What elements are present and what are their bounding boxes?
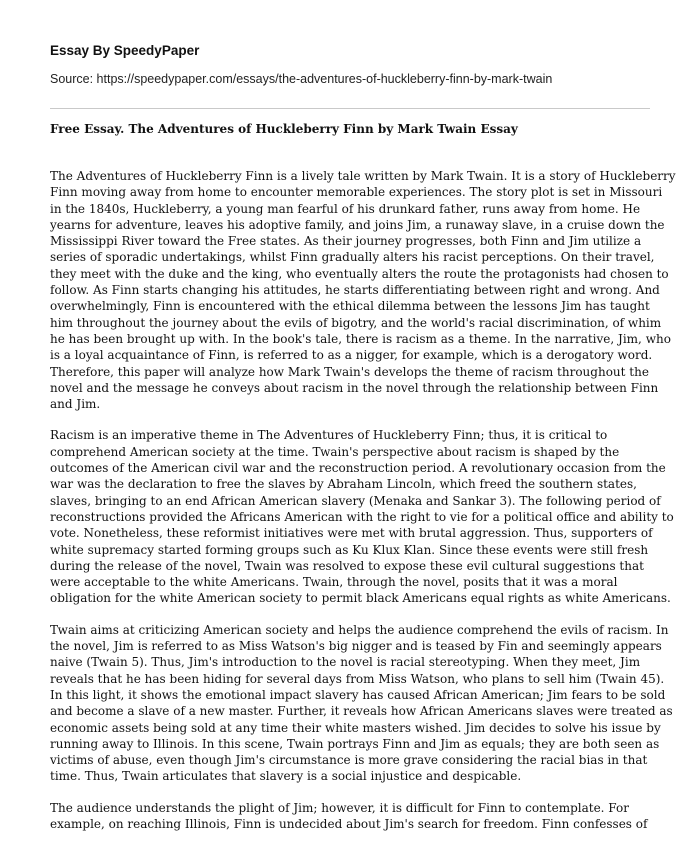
essay-body <box>50 168 676 847</box>
paragraph: Racism is an imperative theme in The Adventures of Huckleberry Finn; thus, it is critical to comprehend American society at the time. Twain's perspective about racism is shaped by the outcomes of the American civil war and the reconstruction period. A revolutionary occasion from the war was the declaration to free the slaves by Abraham Lincoln, which freed the southern states, slaves, bringing to an end African American slavery (Menaka and Sankar 3). The following period of reconstructions provided the Africans American with the right to vie for a political office and ability to vote. Nonetheless, these reformist initiatives were met with brutal aggression. Thus, supporters of white supremacy started forming groups such as Ku Klux Klan. Since these events were still fresh during the release of the novel, Twain was resolved to expose these evil cultural suggestions that were acceptable to the white Americans. Twain, through the novel, posits that it was a moral obligation for the white American society to permit black Americans equal rights as white Americans. <box>50 428 674 606</box>
essay-title: Free Essay. The Adventures of Huckleberry Finn by Mark Twain Essay <box>50 122 518 136</box>
paragraph: Twain aims at criticizing American society and helps the audience comprehend the evils of racism. In the novel, Jim is referred to as Miss Watson's big nigger and is teased by Fin and seemingly appears naive (Twain 5). Thus, Jim's introduction to the novel is racial stereotyping. When they meet, Jim reveals that he has been hiding for several days from Miss Watson, who plans to sell him (Twain 45). In this light, it shows the emotional impact slavery has caused African American; Jim fears to be sold and become a slave of a new master. Further, it reveals how African Americans slaves were treated as economic assets being sold at any time their white masters wished. Jim decides to solve his issue by running away to Illinois. In this scene, Twain portrays Finn and Jim as equals; they are both seen as victims of abuse, even though Jim's circumstance is more grave considering the racial bias in that time. Thus, Twain articulates that slavery is a social injustice and despicable. <box>50 622 673 784</box>
divider <box>50 108 650 109</box>
paragraph: The Adventures of Huckleberry Finn is a lively tale written by Mark Twain. It is a story of Huckleberry Finn moving away from home to encounter memorable experiences. The story plot is set in Missouri in the 1840s, Huckleberry, a young man fearful of his drunkard father, runs away from home. He yearns for adventure, leaves his adoptive family, and joins Jim, a runaway slave, in a cruise down the Mississippi River toward the Free states. As their journey progresses, both Finn and Jim utilize a series of sporadic undertakings, whilst Finn gradually alters his racist perceptions. On their travel, they meet with the duke and the king, who eventually alters the route the protagonists had chosen to follow. As Finn starts changing his attitudes, he starts differentiating between right and wrong. And overwhelmingly, Finn is encountered with the ethical dilemma between the lessons Jim has taught him throughout the journey about the evils of bigotry, and the world's racial discrimination, of whim he has been brought up with. In the book's tale, there is racism as a theme. In the narrative, Jim, who is a loyal acquaintance of Finn, is referred to as a nigger, for example, which is a derogatory word. Therefore, this paper will analyze how Mark Twain's develops the theme of racism throughout the novel and the message he conveys about racism in the novel through the relationship between Finn and Jim. <box>50 169 676 412</box>
brand-title: Essay By SpeedyPaper <box>50 43 200 58</box>
paragraph: The audience understands the plight of Jim; however, it is difficult for Finn to contemplate. For example, on reaching Illinois, Finn is undecided about Jim's search for freedom. Finn confesses of <box>50 800 648 831</box>
source-line: Source: https://speedypaper.com/essays/the-adventures-of-huckleberry-finn-by-mark-twain <box>50 72 553 86</box>
